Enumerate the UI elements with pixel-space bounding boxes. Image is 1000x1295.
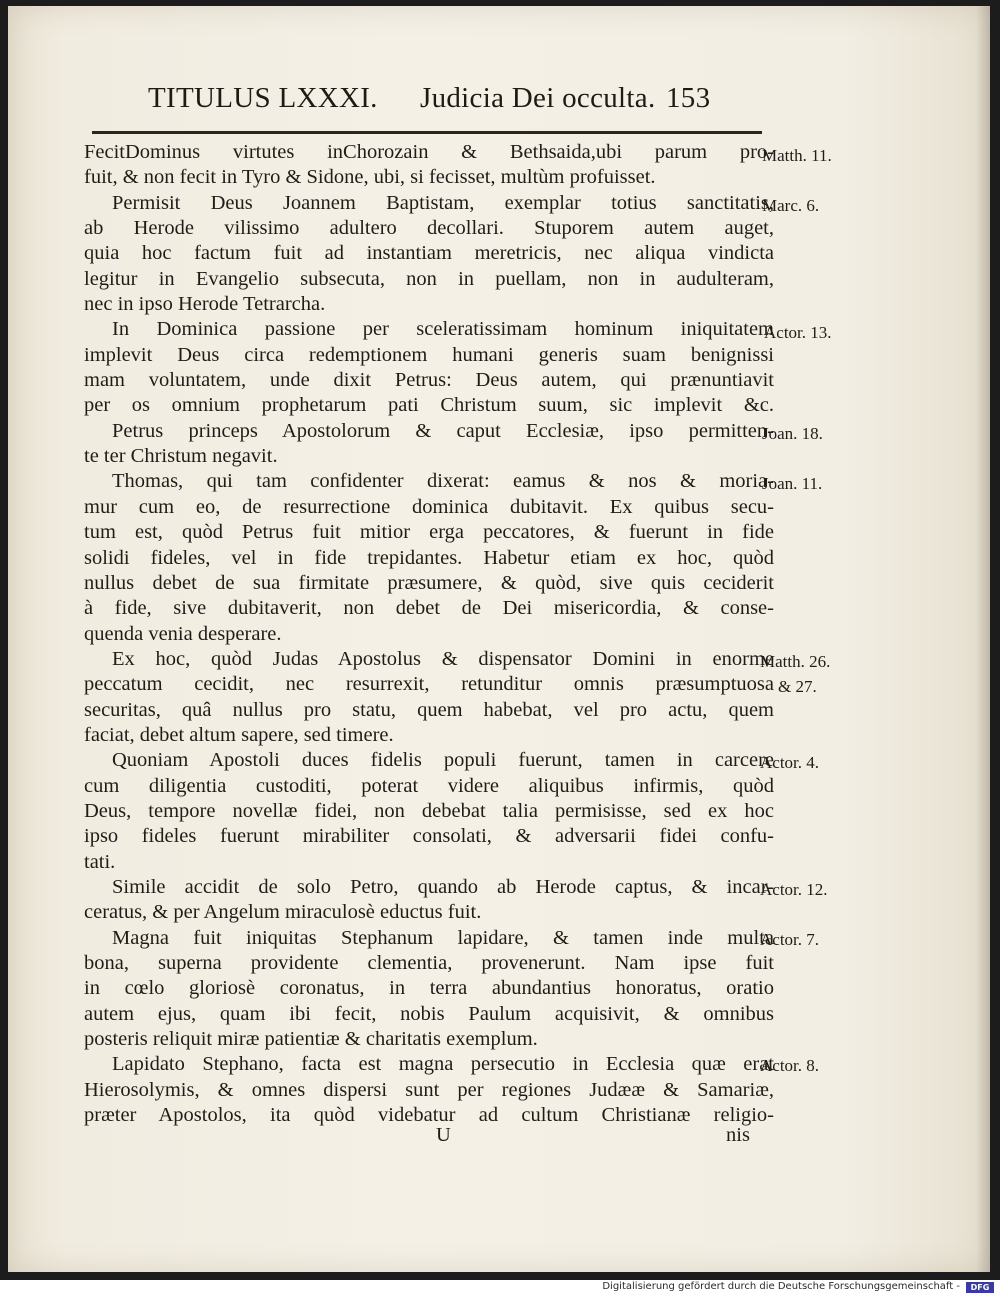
text-line: te ter Christum negavit. [84,445,278,468]
funding-credit: Digitalisierung gefördert durch die Deutsche Forschungsgemeinschaft - [602,1281,960,1292]
text-line: Simile accidit de solo Petro, quando ab Herode captus, & incar- [112,875,774,898]
running-head [148,82,748,122]
margin-note: Joan. 18. [762,424,823,443]
text-line: ab Herode vilissimo adultero decollari. Stuporem autem auget, [84,217,774,240]
margin-note: Matth. 11. [762,146,832,165]
text-line: tum est, quòd Petrus fuit mitior erga peccatores, & fuerunt in fide [84,521,774,544]
text-line: ipso fideles fuerunt mirabiliter consolati, & adversarii fidei confu- [84,825,774,848]
chapter-subject: Judicia Dei occulta. [420,82,656,114]
text-line: Thomas, qui tam confidenter dixerat: eamus & nos & moria- [112,470,774,493]
text-line: ceratus, & per Angelum miraculosè eductus fuit. [84,901,482,924]
text-line: tati. [84,850,116,873]
text-line: Lapidato Stephano, facta est magna persecutio in Ecclesia quæ erat [112,1053,774,1076]
book-page [8,6,990,1272]
text-line: legitur in Evangelio subsecuta, non in puellam, non in audulteram, [84,267,774,290]
text-line: Ex hoc, quòd Judas Apostolus & dispensator Domini in enorme [112,647,774,670]
text-line: Hierosolymis, & omnes dispersi sunt per regiones Judææ & Samariæ, [84,1078,774,1101]
text-line: Deus, tempore novellæ fidei, non debebat talia permisisse, sed ex hoc [84,799,774,822]
text-line: Permisit Deus Joannem Baptistam, exemplar totius sanctitatis, [112,191,774,214]
margin-note: Joan. 11. [762,474,823,493]
text-line: implevit Deus circa redemptionem humani generis suam benignissi [84,343,774,366]
margin-note: Actor. 12. [760,880,828,899]
text-line: mur cum eo, de resurrectione dominica dubitavit. Ex quibus secu- [84,495,774,518]
text-line: solidi fideles, vel in fide trepidantes. Habetur etiam ex hoc, quòd [84,546,774,569]
text-line: peccatum cecidit, nec resurrexit, retunditur omnis præsumptuosa [84,673,774,696]
text-line: à fide, sive dubitaverit, non debet de Dei misericordia, & conse- [84,597,774,620]
text-line: præter Apostolos, ita quòd videbatur ad cultum Christianæ religio- [84,1104,774,1127]
text-line: FecitDominus virtutes inChorozain & Bethsaida,ubi parum pro- [84,141,774,163]
margin-note: Matth. 26. [760,652,831,671]
margin-note: Actor. 8. [760,1056,820,1075]
signature-mark: U [436,1124,451,1146]
text-line: in cœlo gloriosè coronatus, in terra abundantius honoratus, oratio [84,977,774,1000]
text-line: mam voluntatem, unde dixit Petrus: Deus autem, qui prænuntiavit [84,369,774,392]
margin-note: Actor. 13. [764,323,832,342]
page-number: 153 [666,82,711,114]
text-line: quenda venia desperare. [84,622,282,645]
text-line: Quoniam Apostoli duces fidelis populi fuerunt, tamen in carcere [112,749,774,772]
text-line: Magna fuit iniquitas Stephanum lapidare, & tamen inde multa [112,926,774,949]
text-line: In Dominica passione per sceleratissimam hominum iniquitatem [112,318,774,341]
digitization-footer [0,1280,1000,1295]
text-line: nec in ipso Herode Tetrarcha. [84,293,326,316]
text-line: Petrus princeps Apostolorum & caput Ecclesiæ, ipso permitten- [112,419,774,442]
text-line: faciat, debet altum sapere, sed timere. [84,723,394,746]
text-line: per os omnium prophetarum pati Christum suum, sic implevit &c. [84,394,774,417]
dfg-logo: DFG [966,1282,994,1293]
text-line: nullus debet de sua firmitate præsumere, & quòd, sive quis ceciderit [84,571,774,594]
text-line: securitas, quâ nullus pro statu, quem habebat, vel pro actu, quem [84,698,774,721]
text-line: cum diligentia custoditi, poterat videre aliquibus infirmis, quòd [84,774,774,797]
header-rule [92,131,762,134]
text-line: autem ejus, quam ibi fecit, nobis Paulum acquisivit, & omnibus [84,1002,774,1025]
catchword: nis [726,1124,750,1146]
margin-note: & 27. [778,677,817,696]
text-line: fuit, & non fecit in Tyro & Sidone, ubi, si fecisset, multùm profuisset. [84,166,656,189]
margin-note: Marc. 6. [762,196,820,215]
margin-note: Actor. 7. [760,930,820,949]
text-line: posteris reliquit miræ patientiæ & charitatis exemplum. [84,1028,538,1051]
text-line: quia hoc factum fuit ad instantiam meretricis, nec aliqua vindicta [84,242,774,265]
margin-note: Actor. 4. [760,753,820,772]
body-text [84,140,774,1128]
chapter-title: TITULUS LXXXI. [148,82,378,114]
text-line: bona, superna providente clementia, provenerunt. Nam ipse fuit [84,952,774,974]
